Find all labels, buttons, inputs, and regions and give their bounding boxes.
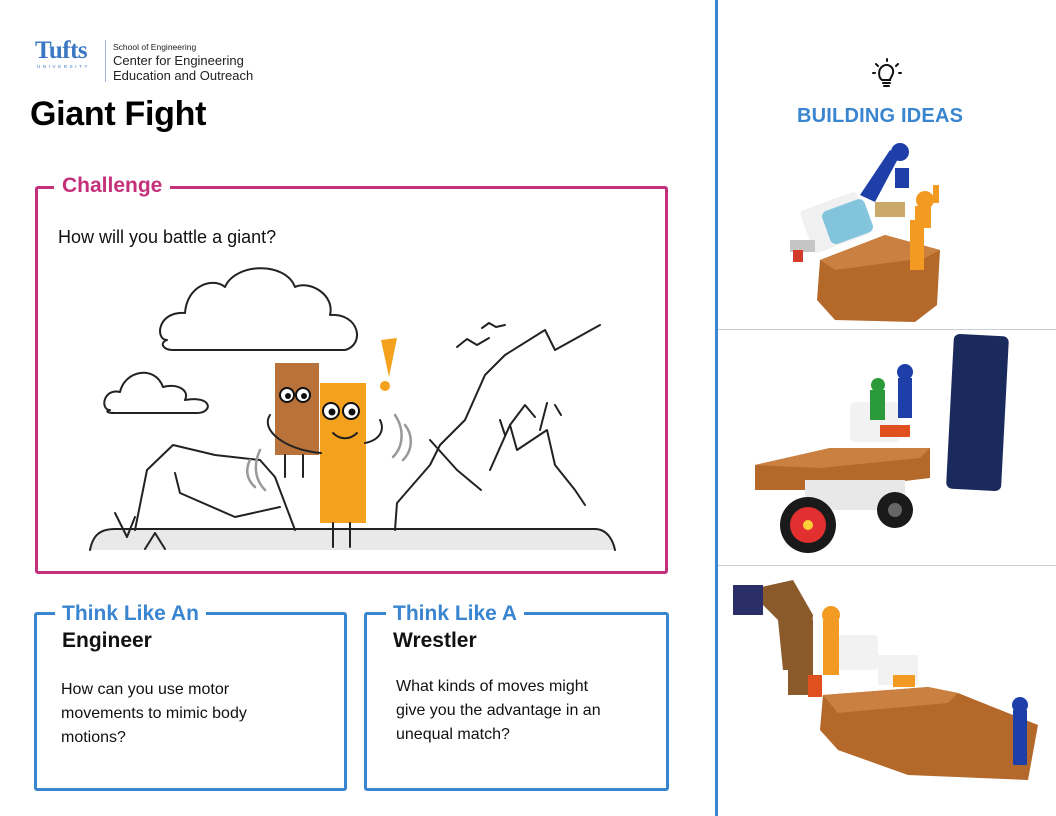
lego-build-catapult-image [775, 140, 955, 330]
bird-2 [482, 323, 505, 328]
wrestler-heading: Think Like A [386, 602, 524, 626]
cloud-small [104, 373, 208, 413]
engineer-heading: Think Like An [55, 602, 206, 626]
dead-tree [500, 403, 561, 435]
rock-left-crack [175, 473, 280, 517]
ground [90, 529, 615, 550]
wrestler-line-2: give you the advantage in an [396, 702, 601, 719]
tufts-university-text: UNIVERSITY [37, 64, 91, 69]
challenge-label: Challenge [54, 174, 170, 198]
cliff-outline [395, 325, 600, 530]
wrestler-line-1: What kinds of moves might [396, 678, 589, 695]
building-ideas-title: BUILDING IDEAS [797, 105, 964, 127]
challenge-question: How will you battle a giant? [58, 227, 277, 247]
cloud-large [160, 268, 357, 350]
logo-separator [105, 40, 106, 82]
wrestler-role: Wrestler [393, 629, 477, 652]
engineer-body [61, 678, 247, 750]
lightbulb-icon [872, 58, 902, 92]
cliff-crack-1 [430, 440, 481, 490]
lego-build-wheeled-cart-image [750, 330, 1015, 562]
exclamation-mark [381, 338, 397, 377]
wrestler-body [396, 675, 601, 747]
logo-center-line1: Center for Engineering [113, 53, 244, 68]
vertical-divider [715, 0, 718, 816]
cliff-crack-2 [490, 425, 585, 505]
brown-character-legs [285, 455, 303, 477]
challenge-illustration [85, 255, 620, 560]
logo-center-line2: Education and Outreach [113, 68, 254, 83]
wrestler-line-3: unequal match? [396, 726, 510, 743]
row-divider-2 [718, 565, 1056, 566]
logo-school: School of Engineering [113, 42, 197, 52]
logo-center [113, 53, 253, 83]
motion-lines-right [393, 415, 411, 460]
bird-1 [457, 338, 489, 347]
engineer-line-2: movements to mimic body [61, 705, 247, 722]
lego-build-arm-platform-image [728, 575, 1046, 785]
tufts-wordmark: Tufts [35, 37, 88, 64]
engineer-line-3: motions? [61, 729, 126, 746]
rock-left [135, 445, 295, 530]
page-title: Giant Fight [30, 95, 207, 133]
motion-lines-left [247, 450, 265, 490]
engineer-role: Engineer [62, 629, 152, 652]
engineer-line-1: How can you use motor [61, 681, 230, 698]
